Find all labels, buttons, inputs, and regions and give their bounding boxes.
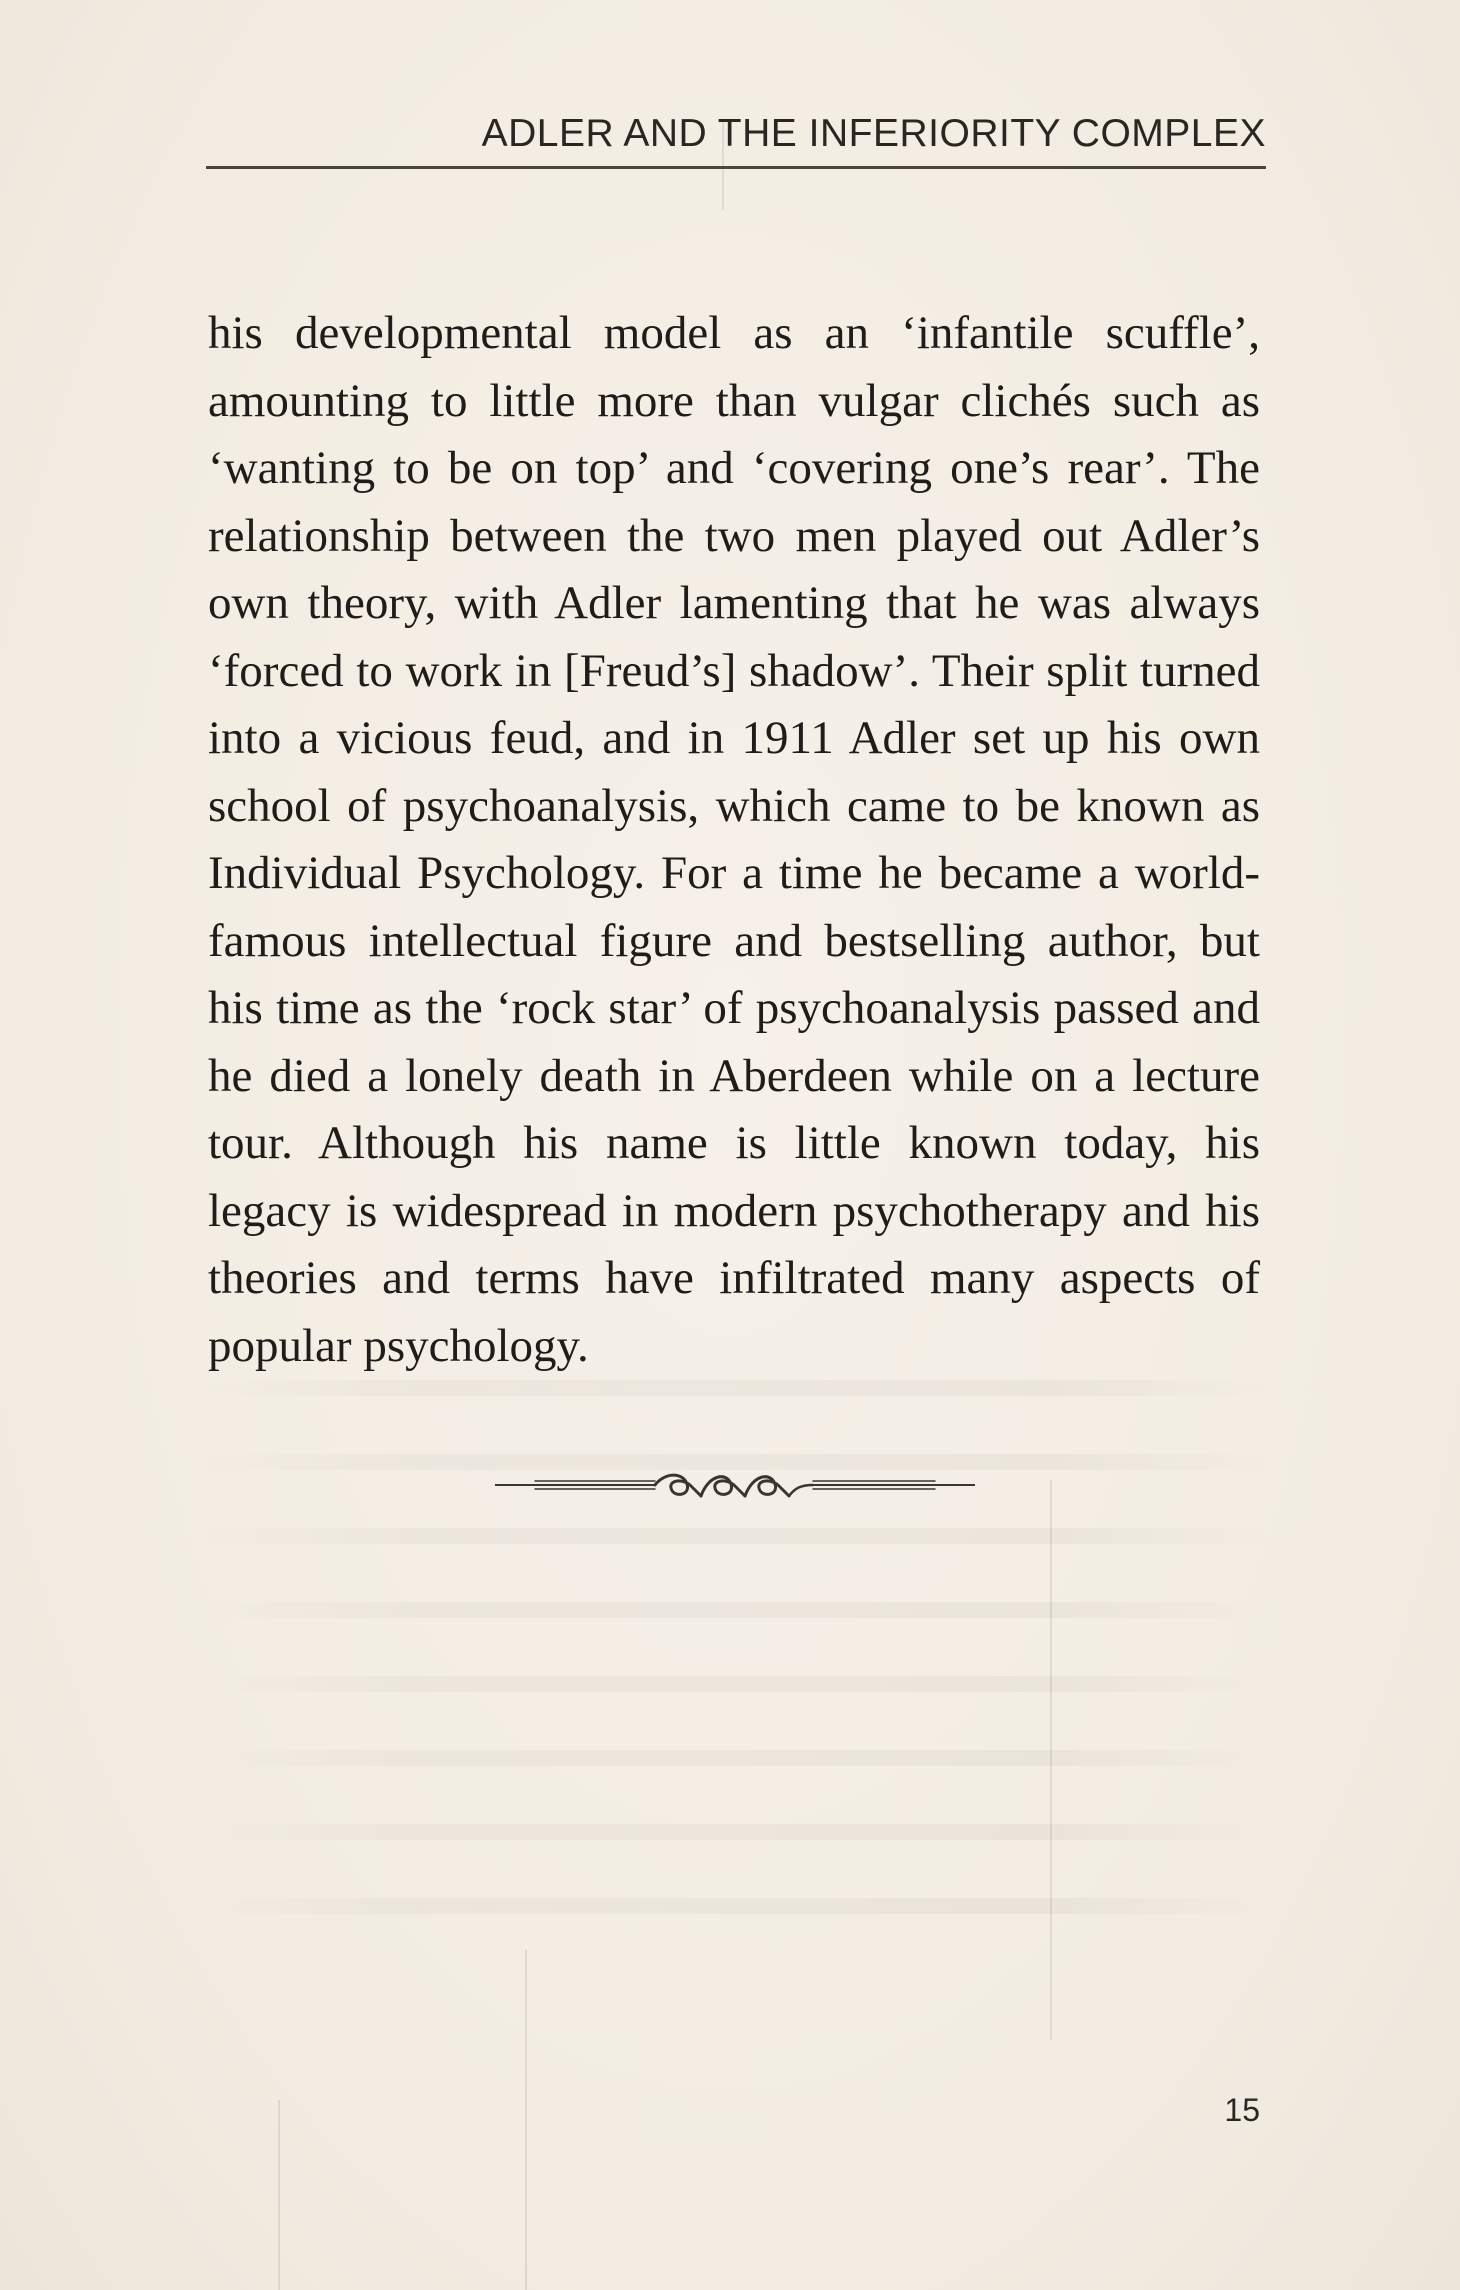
ornament-divider <box>495 1460 975 1510</box>
paper-crease <box>1050 1480 1052 2040</box>
header-rule <box>206 166 1266 169</box>
page-number: 15 <box>1224 2092 1260 2128</box>
paper-crease <box>525 1950 527 2290</box>
body-paragraph: his developmental model as an ‘infantile scuffle’, amounting to little more than vulgar clichés such as ‘wanting to be on top’ and ‘covering one’s rear’. The relationship between the two men played out Adler’s own theory, with Adler lamenting that he was always ‘forced to work in [Freud’s] shadow’. Their split turned into a vicious feud, and in 1911 Adler set up his own school of psychoanalysis, which came to be known as Individual Psychology. For a time he became a world-famous intellectual figure and bestselling author, but his time as the ‘rock star’ of psychoanalysis passed and he died a lonely death in Aberdeen while on a lecture tour. Although his name is little known today, his legacy is widespread in modern psychotherapy and his theories and terms have infiltrated many aspects of popular psychology. <box>208 307 1260 1372</box>
paper-crease <box>278 2100 280 2290</box>
body-text <box>208 300 1260 1380</box>
running-head: ADLER AND THE INFERIORITY COMPLEX <box>481 112 1266 155</box>
